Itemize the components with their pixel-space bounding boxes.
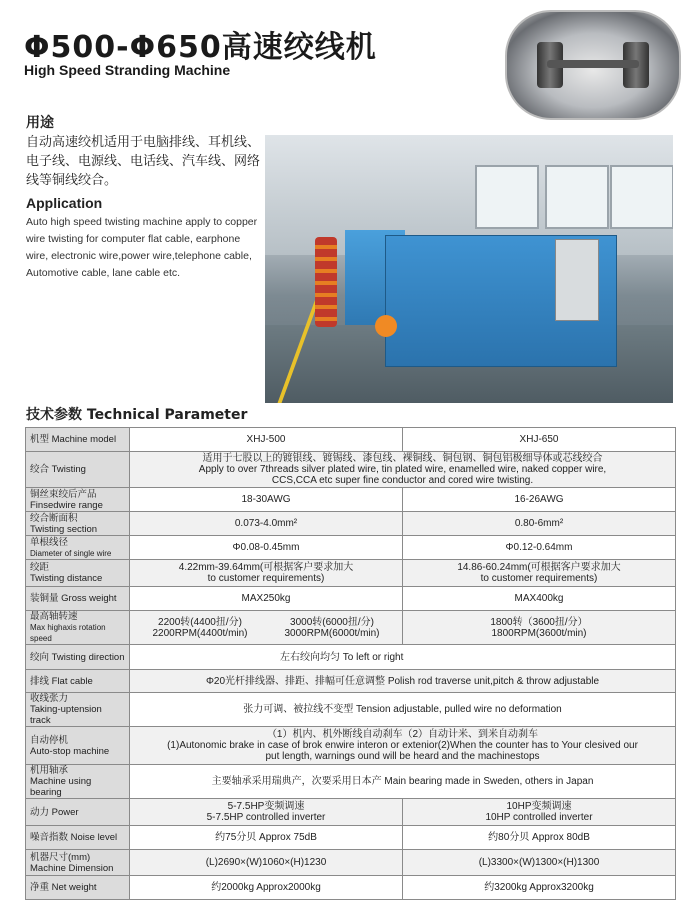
text-line: 5-7.5HP controlled inverter <box>206 812 326 823</box>
table-row <box>26 876 676 900</box>
row-label <box>26 536 130 560</box>
row-label: 噪音指数 Noise level <box>26 826 130 850</box>
table-row <box>26 512 676 536</box>
label-cn: 自动停机 <box>30 734 69 746</box>
table-row <box>26 428 676 452</box>
cell-span: 张力可调、被拉线不变型 Tension adjustable, pulled wire no deformation <box>130 693 676 727</box>
text-line: to customer requirements) <box>480 573 598 584</box>
row-label: 绞向 Twisting direction <box>26 645 130 670</box>
cell-a <box>130 611 403 645</box>
table-row <box>26 452 676 488</box>
table-row <box>26 850 676 876</box>
text-line: 5-7.5HP变频调速 <box>227 801 305 812</box>
table-row <box>26 826 676 850</box>
speed-col <box>152 617 247 639</box>
cell-b: (L)3300×(W)1300×(H)1300 <box>403 850 676 876</box>
label-cn: 绞距 <box>30 562 50 573</box>
machine-closeup-photo <box>505 10 681 120</box>
cell-a: 约2000kg Approx2000kg <box>130 876 403 900</box>
text-line: 14.86-60.24mm(可根据客户要求加大 <box>457 562 621 573</box>
cell-a: 18-30AWG <box>130 488 403 512</box>
usage-heading-en: Application <box>26 195 103 211</box>
text-line: Apply to over 7threads silver plated wire, tin plated wire, enamelled wire, naked copper wire, <box>198 464 607 475</box>
row-label <box>26 693 130 727</box>
cell-span: 主要轴承采用瑞典产，次要采用日本产 Main bearing made in Sweden, others in Japan <box>130 765 676 799</box>
cell-a: 0.073-4.0mm² <box>130 512 403 536</box>
photo-wire-reel <box>315 237 337 327</box>
cell-b: MAX400kg <box>403 587 676 611</box>
text-line: put length, warnings ound will be heard and the machinestops <box>265 751 540 762</box>
row-label <box>26 512 130 536</box>
text-line: 4.22mm-39.64mm(可根据客户要求加大 <box>178 562 354 573</box>
photo-window <box>475 165 539 229</box>
text-line: 1800RPM(3600t/min) <box>491 627 587 639</box>
label-en: Finsedwire range <box>30 499 103 511</box>
usage-heading-cn: 用途 <box>26 114 54 130</box>
label-cn: 机用轴承 <box>30 765 69 776</box>
text-line: 10HP变频调速 <box>506 801 572 812</box>
shaft-graphic <box>547 60 639 68</box>
label-cn: 机器尺寸(mm) <box>30 851 91 863</box>
params-table <box>25 427 676 900</box>
table-row <box>26 765 676 799</box>
cell-b: XHJ-650 <box>403 428 676 452</box>
cell-a: 约75分贝 Approx 75dB <box>130 826 403 850</box>
photo-orange-knob <box>375 315 397 337</box>
cell-span <box>130 727 676 765</box>
label-cn: 单根线径 <box>30 536 69 548</box>
row-label: 动力 Power <box>26 799 130 826</box>
label-cn: 绞合断面积 <box>30 512 78 524</box>
cell-span <box>130 452 676 488</box>
text-line: (1)Autonomic brake in case of brok enwire interon or extenior(2)When the counter has to Your clesived our <box>167 740 638 751</box>
cell-span: Φ20光杆排线器、排距、排幅可任意调整 Polish rod traverse unit,pitch & throw adjustable <box>130 670 676 693</box>
label-en: Auto-stop machine <box>30 745 110 757</box>
table-row <box>26 611 676 645</box>
text-line: 1800转（3600扭/分） <box>490 616 588 628</box>
cell-b: 0.80-6mm² <box>403 512 676 536</box>
text-line: 2200RPM(4400t/min) <box>152 627 248 639</box>
cell-a <box>130 560 403 587</box>
table-row <box>26 587 676 611</box>
table-row <box>26 560 676 587</box>
photo-control-panel <box>555 239 599 321</box>
text-line: 2200转(4400扭/分) <box>158 616 242 628</box>
speed-pair <box>134 617 398 639</box>
cell-b <box>403 560 676 587</box>
text-line: 3000转(6000扭/分) <box>290 616 374 628</box>
row-label: 绞合 Twisting <box>26 452 130 488</box>
label-cn: 铜丝束绞后产品 <box>30 488 97 500</box>
table-row <box>26 693 676 727</box>
text-line: 3000RPM(6000t/min) <box>284 627 380 639</box>
text-line: to customer requirements) <box>207 573 325 584</box>
cell-b: 约80分贝 Approx 80dB <box>403 826 676 850</box>
row-label <box>26 765 130 799</box>
cell-b: Φ0.12-0.64mm <box>403 536 676 560</box>
table-row <box>26 727 676 765</box>
table-row <box>26 645 676 670</box>
cell-b <box>403 611 676 645</box>
page-title: Φ500-Φ650高速绞线机 <box>24 30 377 65</box>
table-row <box>26 799 676 826</box>
row-label: 排线 Flat cable <box>26 670 130 693</box>
text-line: 10HP controlled inverter <box>485 812 593 823</box>
row-label: 净重 Net weight <box>26 876 130 900</box>
table-row <box>26 536 676 560</box>
row-label <box>26 488 130 512</box>
cell-b: 约3200kg Approx3200kg <box>403 876 676 900</box>
usage-text-cn: 自动高速绞机适用于电脑排线、耳机线、电子线、电源线、电话线、汽车线、网络线等铜线绞合。 <box>26 134 261 187</box>
row-label: 装铜量 Gross weight <box>26 587 130 611</box>
label-en: Max highaxis rotation speed <box>30 623 106 643</box>
cell-a: Φ0.08-0.45mm <box>130 536 403 560</box>
cell-span: 左右绞向均匀 To left or right <box>130 645 676 670</box>
row-label: 机型 Machine model <box>26 428 130 452</box>
cell-b <box>403 799 676 826</box>
label-en: Machine Dimension <box>30 862 114 874</box>
usage-text-en: Auto high speed twisting machine apply to copper wire twisting for computer flat cable, earphone wire, electronic wire,power wire,telephone cable, Automotive cable, lane cable etc. <box>26 216 258 279</box>
cell-a <box>130 799 403 826</box>
photo-window <box>610 165 673 229</box>
cell-a: (L)2690×(W)1060×(H)1230 <box>130 850 403 876</box>
page-subtitle: High Speed Stranding Machine <box>24 62 231 78</box>
label-en: Twisting distance <box>30 573 103 584</box>
table-row <box>26 488 676 512</box>
row-label <box>26 611 130 645</box>
cell-a: XHJ-500 <box>130 428 403 452</box>
label-en: Diameter of single wire <box>30 548 112 558</box>
speed-col <box>284 617 379 639</box>
text-line: 适用于七股以上的镀银线、镀锡线、漆包线、裸铜线、铜包钢、铜包铝极细导体或芯线绞合 <box>202 453 603 464</box>
cell-a: MAX250kg <box>130 587 403 611</box>
factory-photo <box>265 135 673 403</box>
label-cn: 收线张力 <box>30 693 69 704</box>
text-line: （1）机内、机外断线自动刹车（2）自动计米、到米自动刹车 <box>266 729 539 740</box>
row-label <box>26 560 130 587</box>
row-label <box>26 727 130 765</box>
photo-window <box>545 165 609 229</box>
label-en: Machine using bearing <box>30 776 92 798</box>
text-line: CCS,CCA etc super fine conductor and cored wire twisting. <box>271 475 534 486</box>
label-en: Twisting section <box>30 523 98 535</box>
label-en: Taking-uptension track <box>30 704 102 726</box>
params-heading: 技术参数 Technical Parameter <box>26 407 248 423</box>
label-cn: 最高轴转速 <box>30 611 78 622</box>
table-row <box>26 670 676 693</box>
cell-b: 16-26AWG <box>403 488 676 512</box>
row-label <box>26 850 130 876</box>
